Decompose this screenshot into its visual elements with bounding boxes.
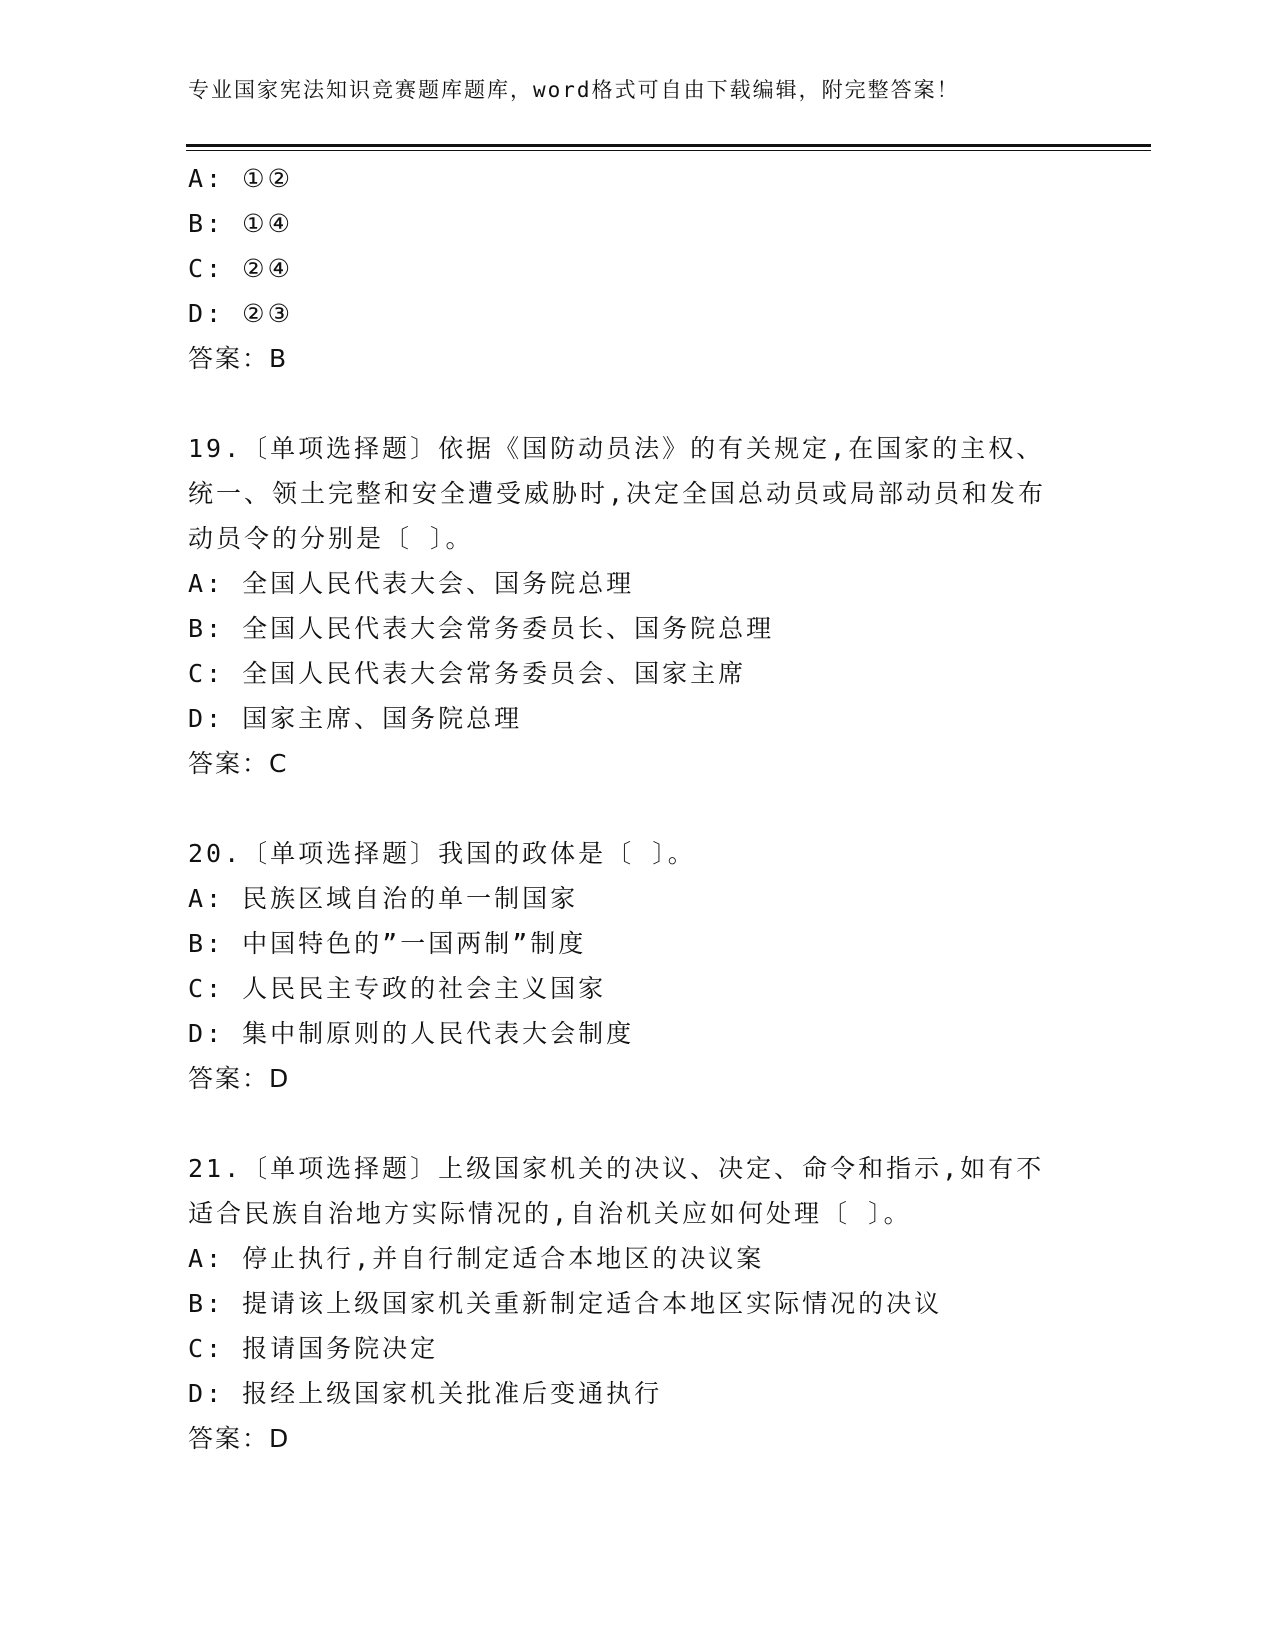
question-19 <box>188 426 1148 786</box>
question-20 <box>188 831 1148 1101</box>
question-stem-line: 20.〔单项选择题〕我国的政体是〔 〕。 <box>188 839 696 868</box>
question-list <box>188 156 1148 1461</box>
option-c: C: 人民民主专政的社会主义国家 <box>188 974 607 1003</box>
question-18 <box>188 156 1148 381</box>
option-d: D: ②③ <box>188 299 293 328</box>
option-a: A: 停止执行,并自行制定适合本地区的决议案 <box>188 1244 765 1273</box>
spacer <box>188 786 1148 831</box>
question-stem-line: 适合民族自治地方实际情况的,自治机关应如何处理〔 〕。 <box>188 1199 912 1228</box>
option-d: D: 集中制原则的人民代表大会制度 <box>188 1019 635 1048</box>
answer: 答案：B <box>188 344 289 373</box>
option-b: B: 全国人民代表大会常务委员长、国务院总理 <box>188 614 775 643</box>
answer: 答案：D <box>188 1424 291 1453</box>
option-d: D: 国家主席、国务院总理 <box>188 704 523 733</box>
option-b: B: 中国特色的”一国两制”制度 <box>188 929 587 958</box>
option-c: C: 报请国务院决定 <box>188 1334 439 1363</box>
option-b: B: 提请该上级国家机关重新制定适合本地区实际情况的决议 <box>188 1289 943 1318</box>
answer: 答案：C <box>188 749 289 778</box>
option-b: B: ①④ <box>188 209 293 238</box>
question-stem-line: 动员令的分别是〔 〕。 <box>188 524 474 553</box>
question-21 <box>188 1146 1148 1461</box>
option-a: A: 全国人民代表大会、国务院总理 <box>188 569 635 598</box>
spacer <box>188 1101 1148 1146</box>
option-c: C: ②④ <box>188 254 293 283</box>
spacer <box>188 381 1148 426</box>
header-rule-thin <box>186 150 1151 151</box>
page-header: 专业国家宪法知识竞赛题库题库，word格式可自由下载编辑，附完整答案！ <box>188 78 960 102</box>
question-stem-line: 21.〔单项选择题〕上级国家机关的决议、决定、命令和指示,如有不 <box>188 1154 1045 1183</box>
option-a: A: 民族区域自治的单一制国家 <box>188 884 579 913</box>
question-stem-line: 19.〔单项选择题〕依据《国防动员法》的有关规定,在国家的主权、 <box>188 434 1045 463</box>
option-c: C: 全国人民代表大会常务委员会、国家主席 <box>188 659 747 688</box>
option-d: D: 报经上级国家机关批准后变通执行 <box>188 1379 663 1408</box>
question-stem-line: 统一、领土完整和安全遭受威胁时,决定全国总动员或局部动员和发布 <box>188 479 1047 508</box>
option-a: A: ①② <box>188 164 293 193</box>
answer: 答案：D <box>188 1064 291 1093</box>
header-rule-thick <box>186 144 1151 147</box>
